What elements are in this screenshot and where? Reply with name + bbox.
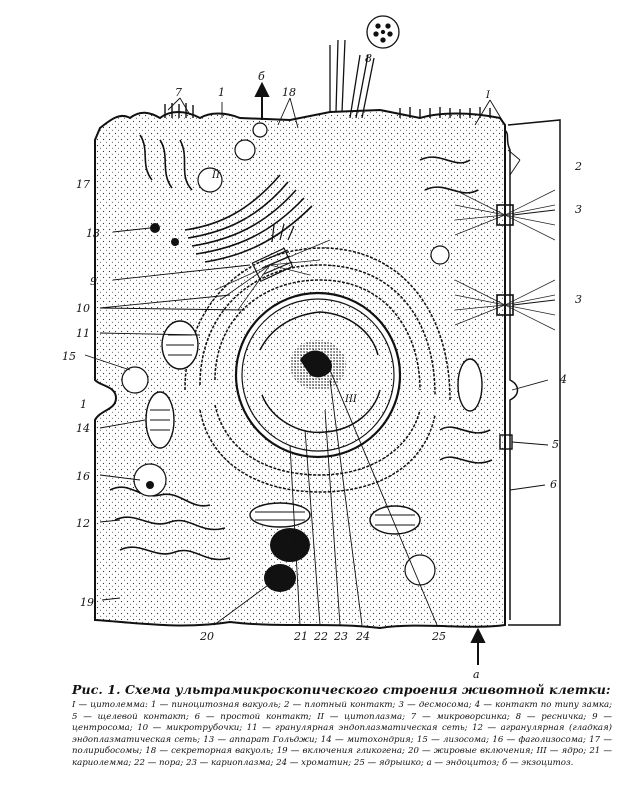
label-5: 5: [552, 438, 559, 451]
label-3b: 3: [575, 293, 582, 306]
label-4: 4: [560, 373, 567, 386]
cilium: [330, 16, 399, 118]
label-22: 22: [314, 630, 328, 643]
label-17: 17: [76, 178, 90, 191]
label-11: 11: [76, 327, 90, 340]
label-3a: 3: [575, 203, 582, 216]
label-10: 10: [76, 302, 90, 315]
label-roman-I: I: [486, 90, 490, 101]
label-6: 6: [550, 478, 557, 491]
label-arrow-b: б: [258, 70, 265, 83]
label-25: 25: [432, 630, 446, 643]
label-14: 14: [76, 422, 90, 435]
label-16: 16: [76, 470, 90, 483]
label-15: 15: [62, 350, 76, 363]
nucleolus: [290, 340, 346, 390]
label-20: 20: [200, 630, 214, 643]
label-8: 8: [365, 52, 372, 65]
label-18: 18: [282, 86, 296, 99]
label-12: 12: [76, 517, 90, 530]
label-24: 24: [356, 630, 370, 643]
label-1-top: 1: [218, 86, 225, 99]
label-13: 13: [86, 227, 100, 240]
label-9: 9: [90, 275, 97, 288]
label-roman-II: II: [212, 170, 220, 181]
label-23: 23: [334, 630, 348, 643]
label-19: 19: [80, 596, 94, 609]
label-21: 21: [294, 630, 308, 643]
label-7: 7: [175, 86, 182, 99]
caption-title: Рис. 1. Схема ультрамикроскопического строения животной клетки:: [72, 682, 611, 697]
label-1-left: 1: [80, 398, 87, 411]
caption-legend: I — цитолемма: 1 — пиноцитозная вакуоль; 2 — плотный контакт; 3 — десмосома; 4 — контакт по типу замка; 5 — щелевой контакт; 6 — простой контакт; II — цитоплазма; 7 — микроворсинка; 8 — ресничка; 9 — центросома; 10 — микротрубочки; 11 — гранулярная эндоплазматическая сеть; 12 — агранулярная (гладкая) эндоплазматическая сеть; 13 — аппарат Гольджи; 14 — митохондрия; 15 — лизосома; 16 — фаголизосома; 17 — полирибосомы; 18 — секреторная вакуоль; 19 — включения гликогена; 20 — жировые включения; III — ядро; 21 — кариолемма; 22 — пора; 23 — кариоплазма; 24 — хроматин; 25 — ядрышко; а — эндоцитоз; б — экзоцитоз.: [72, 700, 612, 768]
figure-caption: [72, 682, 612, 770]
nucleus: [236, 293, 400, 457]
label-2: 2: [575, 160, 582, 173]
neighbour-cell: [505, 120, 560, 625]
label-roman-III: III: [345, 394, 357, 405]
label-arrow-a: а: [473, 668, 480, 680]
